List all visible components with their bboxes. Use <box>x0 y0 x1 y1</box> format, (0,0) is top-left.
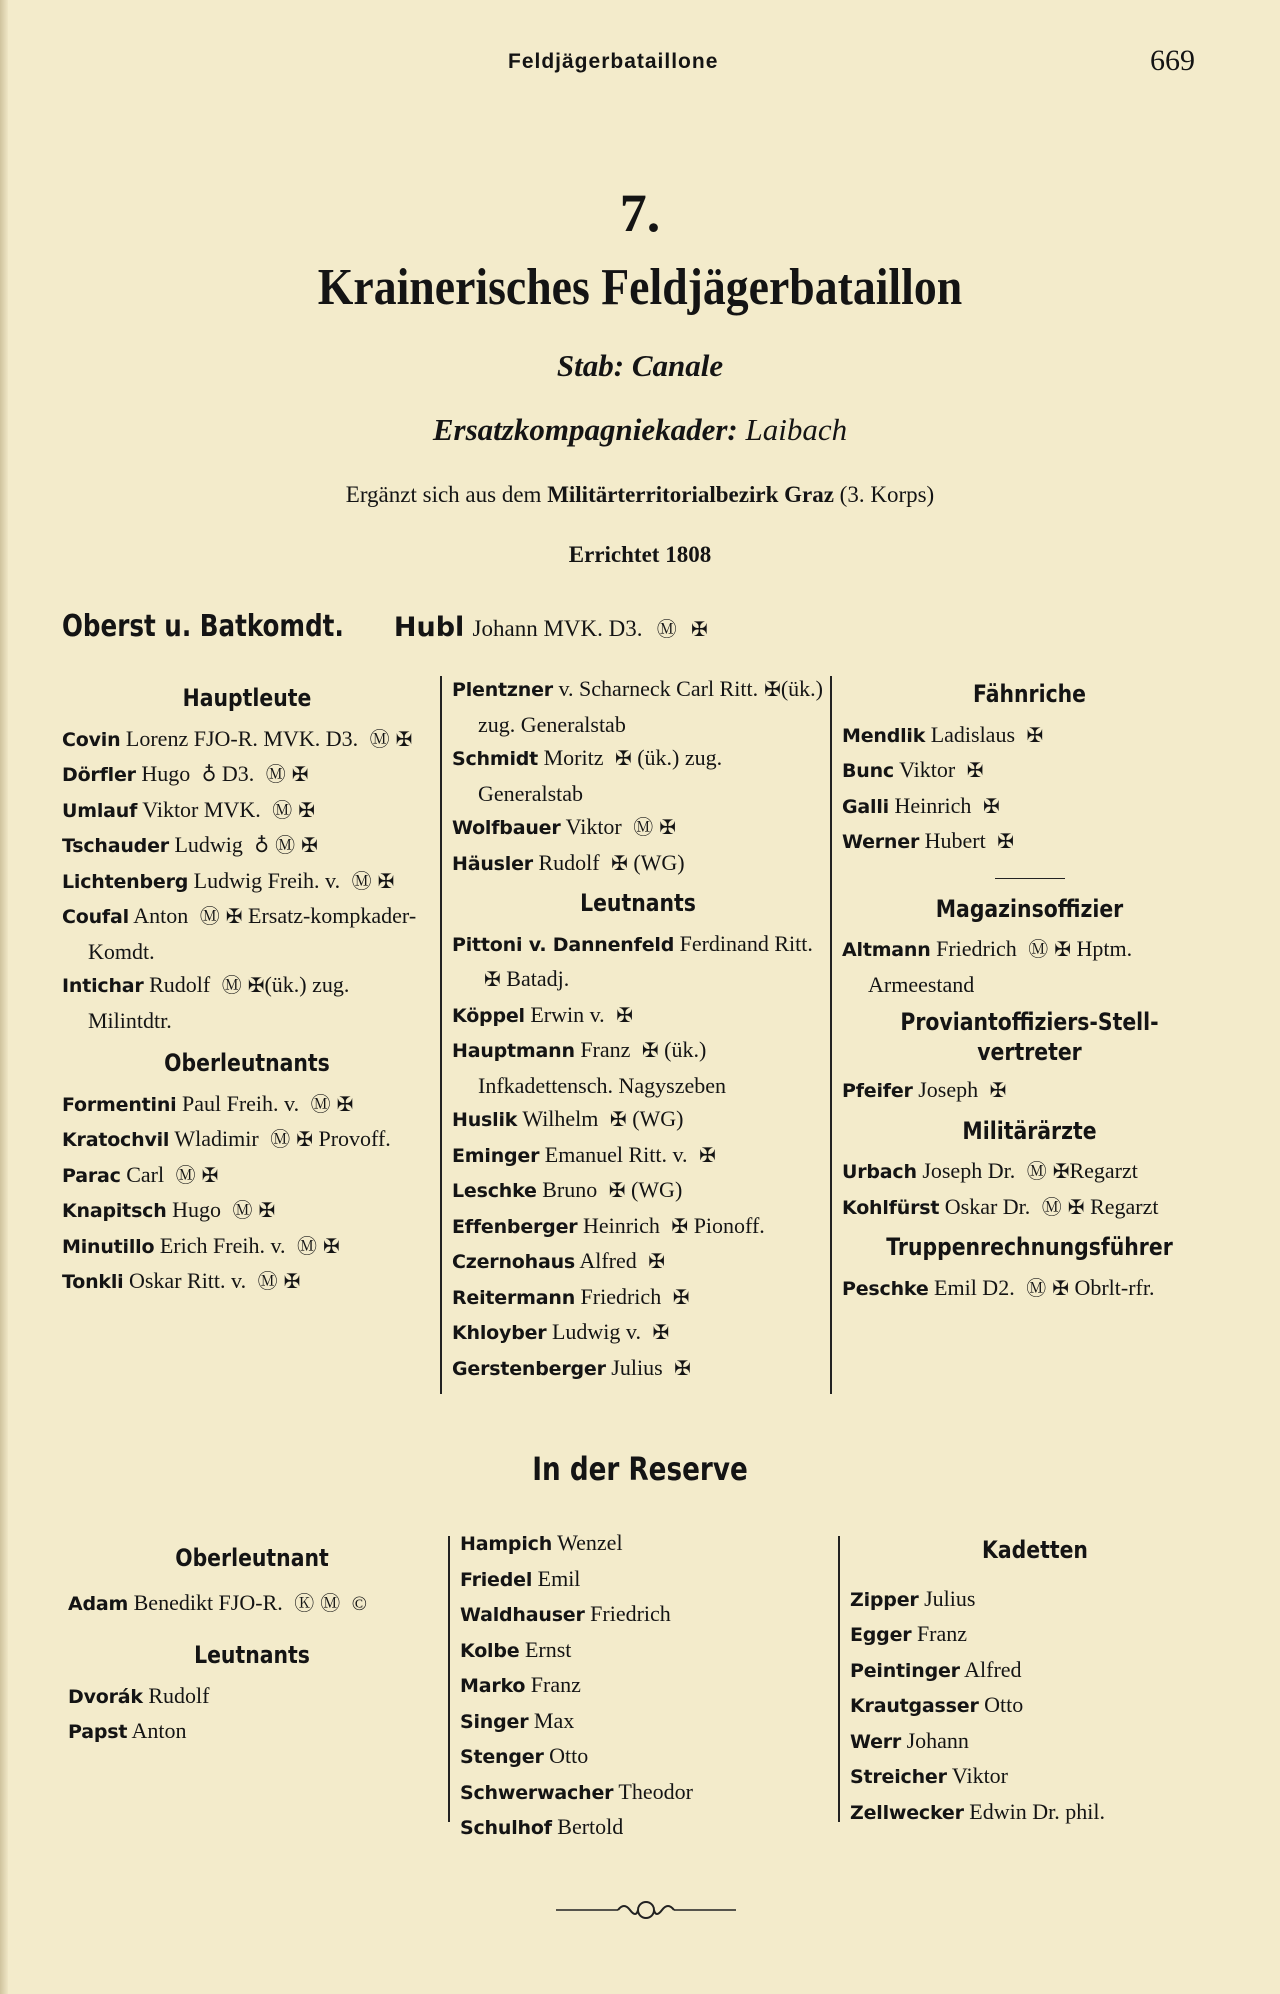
section-heading: Militärärzte <box>962 1116 1097 1145</box>
surname: Peschke <box>842 1277 929 1300</box>
details: Otto <box>549 1743 589 1768</box>
cross-icon: ✠ <box>247 975 265 997</box>
medal-m-icon: Ⓜ <box>175 1164 196 1187</box>
stab-label: Stab: <box>556 348 625 383</box>
reserve-column-3 <box>850 1526 1220 1830</box>
list-item <box>452 1351 824 1387</box>
details: Hptm. Armeestand <box>868 936 1133 997</box>
details: Anton <box>133 903 189 928</box>
details: (WG) <box>632 1106 684 1131</box>
column-2 <box>452 672 824 1386</box>
list-item <box>842 1073 1217 1109</box>
list-item <box>850 1617 1220 1653</box>
medal-m-icon: Ⓜ <box>221 975 242 997</box>
list-item <box>460 1775 830 1811</box>
details: Ludwig v. <box>551 1319 641 1344</box>
details: Wilhelm <box>522 1106 599 1131</box>
surname: Hauptmann <box>452 1040 575 1062</box>
surname: Hampich <box>460 1533 553 1555</box>
surname: Tschauder <box>62 835 169 857</box>
details: Heinrich <box>894 792 972 818</box>
details: Wenzel <box>557 1530 623 1555</box>
list-item <box>850 1582 1220 1618</box>
details: (ük.) Infkadettensch. Nagyszeben <box>478 1037 727 1098</box>
details: Friedrich <box>936 936 1017 961</box>
list-item <box>452 1102 824 1138</box>
details: (ük.) zug. Generalstab <box>478 745 723 806</box>
surname: Kratochvil <box>62 1129 170 1151</box>
commander-line <box>62 608 708 645</box>
surname: Dörfler <box>62 764 136 786</box>
list-item <box>452 1173 824 1209</box>
ergaenzt-pre: Ergänzt sich aus dem <box>345 482 542 507</box>
details: Lorenz FJO-R. MVK. D3. <box>125 725 359 751</box>
reserve-column-1 <box>68 1522 436 1750</box>
details: Ladislaus <box>930 721 1016 747</box>
section-heading: Leutnants <box>194 1641 310 1669</box>
medal-m-icon: Ⓜ <box>351 870 372 893</box>
reserve-column-2 <box>460 1526 830 1846</box>
list-item <box>460 1562 830 1598</box>
surname: Plentzner <box>452 679 553 701</box>
details: Anton <box>131 1718 187 1743</box>
list-item <box>452 846 824 882</box>
list-item <box>452 1280 824 1316</box>
page-number: 669 <box>1150 44 1195 77</box>
cross-icon: ✠ <box>648 1251 666 1273</box>
details: Max <box>533 1707 575 1733</box>
section-heading: Oberleutnants <box>164 1049 330 1077</box>
details: Bertold <box>557 1814 624 1839</box>
surname: Häusler <box>452 852 533 875</box>
details: Viktor MVK. <box>142 796 261 822</box>
surname: Reitermann <box>452 1286 576 1309</box>
medal-m-icon: Ⓜ <box>1026 1161 1047 1183</box>
cross-icon: ✠ <box>997 831 1014 853</box>
medal-m-icon: Ⓜ <box>310 1093 331 1116</box>
details: Regarzt <box>1090 1193 1159 1219</box>
surname: Marko <box>460 1675 526 1697</box>
details: Friedrich <box>590 1601 671 1626</box>
surname: Streicher <box>850 1766 947 1788</box>
surname: Intichar <box>62 975 144 997</box>
surname: Umlauf <box>62 799 138 822</box>
list-item <box>62 1122 432 1158</box>
list-item <box>62 757 432 793</box>
surname: Altmann <box>842 939 931 961</box>
surname: Tonkli <box>62 1271 124 1293</box>
medal-m-icon: Ⓜ <box>272 799 293 822</box>
medal-m-icon: Ⓜ <box>1026 1277 1047 1300</box>
cross-icon: ✠ <box>377 870 395 893</box>
medal-m-icon: Ⓜ <box>265 764 286 786</box>
ergaenzt-line <box>0 482 1280 508</box>
surname: Krautgasser <box>850 1695 979 1717</box>
list-item <box>452 998 824 1034</box>
unit-title: Krainerisches Feldjägerbataillon <box>317 259 963 316</box>
cross-icon: ✠ <box>641 1040 659 1062</box>
surname: Galli <box>842 795 889 818</box>
cross-icon: ✠ <box>699 1144 716 1167</box>
surname: Schwerwacher <box>460 1781 614 1804</box>
ersatz-value: Laibach <box>745 412 848 447</box>
details: Rudolf <box>149 972 211 997</box>
list-item <box>842 753 1217 789</box>
details: Pionoff. <box>693 1212 765 1238</box>
cross-icon: ✠ <box>608 1180 626 1202</box>
surname: Kohlfürst <box>842 1196 940 1219</box>
details: Joseph <box>918 1077 979 1102</box>
details: Obrlt-rfr. <box>1074 1274 1155 1300</box>
list-item <box>460 1704 830 1740</box>
details: Wladimir <box>174 1126 259 1151</box>
stab-line <box>0 348 1280 384</box>
details: Erich Freih. v. <box>159 1232 286 1258</box>
details: Batadj. <box>506 966 570 991</box>
list-item <box>452 1138 824 1174</box>
medal-m-icon: Ⓜ <box>320 1592 341 1615</box>
cross-icon: ✠ <box>609 1109 627 1131</box>
cross-icon: ✠ <box>258 1200 276 1222</box>
ersatz-line <box>0 412 1280 448</box>
surname: Knapitsch <box>62 1200 167 1222</box>
cross-icon: ✠ <box>1026 724 1044 747</box>
column-3 <box>842 672 1217 1306</box>
medal-m-icon: Ⓜ <box>633 817 654 839</box>
details: D3. <box>221 761 255 786</box>
section-heading: Truppenrechnungsführer <box>886 1233 1173 1261</box>
list-item <box>62 1087 432 1123</box>
details: Edwin Dr. phil. <box>969 1798 1105 1824</box>
details: Oskar Ritt. v. <box>128 1268 247 1293</box>
surname: Stenger <box>460 1746 544 1768</box>
column-divider <box>448 1536 450 1822</box>
details: Franz <box>580 1037 631 1062</box>
list-item <box>460 1633 830 1669</box>
commander-details: Johann MVK. D3. <box>472 616 643 641</box>
errichtet-line: Errichtet 1808 <box>568 542 712 567</box>
details: Rudolf <box>538 849 600 875</box>
section-heading: Hauptleute <box>182 684 312 712</box>
list-item <box>842 1271 1217 1307</box>
details: v. Scharneck Carl Ritt. <box>558 676 759 701</box>
details: (ük.) zug. Generalstab <box>478 676 823 737</box>
surname: Eminger <box>452 1144 540 1167</box>
surname: Dvorák <box>68 1685 143 1708</box>
surname: Leschke <box>452 1180 537 1202</box>
commander-surname: Hubl <box>393 612 465 643</box>
medal-m-icon: Ⓜ <box>656 619 677 641</box>
cross-icon: ✠ <box>1052 1161 1070 1183</box>
column-divider <box>440 676 442 1394</box>
details: Alfred <box>579 1248 637 1273</box>
cross-icon: ✠ <box>652 1322 670 1344</box>
surname: Schulhof <box>460 1817 552 1839</box>
list-item <box>850 1724 1220 1760</box>
details: Johann <box>906 1727 969 1753</box>
cross-icon: ✠ <box>201 1164 219 1187</box>
details: Oskar Dr. <box>944 1193 1031 1219</box>
medal-k-icon: Ⓚ <box>294 1592 315 1615</box>
list-item <box>62 722 432 758</box>
list-item <box>850 1653 1220 1689</box>
list-item <box>62 968 432 1037</box>
details: Provoff. <box>318 1126 391 1151</box>
details: Hubert <box>924 828 986 853</box>
surname: Formentini <box>62 1093 177 1116</box>
cross-icon: ✠ <box>323 1235 340 1258</box>
column-divider <box>830 676 832 1394</box>
list-item <box>68 1679 436 1715</box>
surname: Pfeifer <box>842 1080 913 1102</box>
surname: Peintinger <box>850 1659 960 1682</box>
list-item <box>62 1193 432 1229</box>
list-item <box>460 1810 830 1846</box>
cross-icon: ✠ <box>1054 939 1071 961</box>
ersatz-label: Ersatzkompagniekader: <box>432 412 738 447</box>
medal-m-icon: Ⓜ <box>275 835 296 857</box>
details: Joseph Dr. <box>922 1158 1016 1183</box>
cross-icon: ✠ <box>614 748 632 770</box>
list-item <box>62 793 432 829</box>
list-item <box>68 1586 436 1622</box>
cross-icon: ✠ <box>484 969 501 991</box>
list-item <box>460 1739 830 1775</box>
details: Ersatz-kompkader-Komdt. <box>88 903 417 964</box>
cross-icon: ✠ <box>989 1080 1007 1102</box>
surname: Lichtenberg <box>62 870 189 893</box>
medal-m-icon: Ⓜ <box>257 1271 278 1293</box>
details: Julius <box>611 1354 663 1380</box>
running-title: Feldjägerbataillone <box>508 50 719 73</box>
details: Paul Freih. v. <box>181 1090 300 1116</box>
details: Rudolf <box>148 1682 210 1708</box>
section-heading: Fähnriche <box>972 680 1087 708</box>
details: Julius <box>924 1585 976 1611</box>
details: (WG) <box>630 1177 683 1202</box>
surname: Mendlik <box>842 724 926 747</box>
cross-icon: ✠ <box>616 1004 633 1027</box>
list-item <box>850 1795 1220 1831</box>
details: Franz <box>530 1672 581 1697</box>
cross-icon: ✠ <box>1052 1277 1069 1300</box>
surname: Wolfbauer <box>452 817 561 839</box>
details: (ük.) zug. Milintdtr. <box>88 972 350 1033</box>
surname: Pittoni v. Dannenfeld <box>452 933 675 956</box>
surname: Friedel <box>460 1568 533 1591</box>
surname: Werner <box>842 831 920 853</box>
copyright-icon: © <box>351 1592 367 1615</box>
surname: Werr <box>850 1730 902 1753</box>
surname: Egger <box>850 1624 912 1646</box>
ergaenzt-post: (3. Korps) <box>839 482 935 507</box>
list-item <box>452 741 824 810</box>
unit-number: 7. <box>619 183 661 243</box>
list-item <box>842 1190 1217 1226</box>
details: Erwin v. <box>530 1001 605 1027</box>
details: Viktor <box>899 757 956 782</box>
details: Emanuel Ritt. v. <box>544 1141 688 1167</box>
cross-icon: ✠ <box>671 1215 689 1238</box>
list-item <box>452 927 824 998</box>
cross-icon: ✠ <box>283 1271 301 1293</box>
surname: Effenberger <box>452 1215 578 1238</box>
details: Friedrich <box>580 1283 662 1309</box>
cross-icon: ✠ <box>611 852 628 875</box>
list-item <box>452 1209 824 1245</box>
cross-icon: ✠ <box>674 1357 691 1380</box>
list-item <box>842 932 1217 1001</box>
details: Bruno <box>542 1177 598 1202</box>
list-item <box>62 1264 432 1300</box>
list-item <box>850 1759 1220 1795</box>
surname: Gerstenberger <box>452 1357 606 1380</box>
section-heading: Magazinsoffizier <box>935 894 1124 923</box>
ergaenzt-district: Militärterritorialbezirk Graz <box>547 482 834 507</box>
details: Viktor <box>951 1763 1009 1788</box>
cross-icon: ✠ <box>291 764 309 786</box>
surname: Zellwecker <box>850 1801 964 1824</box>
details: Theodor <box>618 1778 693 1804</box>
details: Otto <box>984 1692 1024 1717</box>
details: (WG) <box>633 849 685 875</box>
details: Heinrich <box>582 1212 660 1238</box>
medal-m-icon: Ⓜ <box>1028 939 1049 961</box>
cross-icon: ✠ <box>301 835 318 857</box>
surname: Papst <box>68 1721 128 1743</box>
bell-icon: ♁ <box>201 764 217 786</box>
surname: Coufal <box>62 906 129 928</box>
surname: Waldhauser <box>460 1604 585 1626</box>
details: Ernst <box>524 1636 572 1662</box>
surname: Singer <box>460 1710 529 1733</box>
details: Alfred <box>964 1656 1022 1682</box>
surname: Khloyber <box>452 1322 547 1344</box>
details: Carl <box>126 1161 165 1187</box>
list-item <box>452 672 824 741</box>
medal-m-icon: Ⓜ <box>270 1129 291 1151</box>
cross-icon: ✠ <box>298 799 315 822</box>
surname: Köppel <box>452 1004 525 1027</box>
list-item <box>452 810 824 846</box>
details: Regarzt <box>1069 1158 1138 1183</box>
medal-m-icon: Ⓜ <box>369 728 390 751</box>
list-item <box>842 718 1217 754</box>
list-item <box>62 864 432 900</box>
commander-rank: Oberst u. Batkomdt. <box>62 609 344 644</box>
section-heading: Leutnants <box>580 889 696 917</box>
list-item <box>452 1244 824 1280</box>
list-item <box>62 1229 432 1265</box>
surname: Zipper <box>850 1588 919 1611</box>
details: Hugo <box>172 1197 221 1222</box>
surname: Minutillo <box>62 1235 155 1258</box>
details: Emil <box>537 1565 581 1591</box>
cross-icon: ✠ <box>336 1093 354 1116</box>
list-item <box>62 899 432 968</box>
list-item <box>62 1158 432 1194</box>
surname: Covin <box>62 728 121 751</box>
surname: Czernohaus <box>452 1251 576 1273</box>
reserve-heading: In der Reserve <box>532 1450 748 1488</box>
surname: Parac <box>62 1164 121 1187</box>
details: Ferdinand Ritt. <box>679 930 813 956</box>
medal-m-icon: Ⓜ <box>199 906 220 928</box>
page-header <box>0 44 1280 84</box>
list-item <box>460 1597 830 1633</box>
surname: Urbach <box>842 1161 917 1183</box>
cross-icon: ✠ <box>296 1129 313 1151</box>
cross-icon: ✠ <box>672 1286 690 1309</box>
cross-icon: ✠ <box>659 817 677 839</box>
section-heading: Oberleutnant <box>175 1544 329 1572</box>
section-heading: Proviantoffiziers-Stell-vertreter <box>900 1008 1159 1066</box>
details: Emil D2. <box>934 1274 1015 1300</box>
cross-icon: ✠ <box>1067 1196 1085 1219</box>
cross-icon: ✠ <box>691 619 708 641</box>
ornament-icon <box>556 1898 736 1922</box>
list-item <box>62 828 432 864</box>
section-heading: Kadetten <box>982 1536 1088 1564</box>
cross-icon: ✠ <box>395 728 413 751</box>
list-item <box>68 1714 436 1750</box>
medal-m-icon: Ⓜ <box>232 1200 253 1222</box>
surname: Bunc <box>842 760 894 782</box>
divider <box>995 878 1065 879</box>
surname: Huslik <box>452 1109 518 1131</box>
column-1 <box>62 676 432 1300</box>
list-item <box>842 789 1217 825</box>
column-divider <box>838 1536 840 1822</box>
details: Ludwig Freih. v. <box>193 867 341 893</box>
list-item <box>842 824 1217 860</box>
list-item <box>460 1526 830 1562</box>
cross-icon: ✠ <box>764 679 781 701</box>
surname: Adam <box>68 1592 129 1615</box>
stab-value: Canale <box>631 348 724 383</box>
bell-icon: ♁ <box>254 835 270 857</box>
list-item <box>452 1315 824 1351</box>
details: Viktor <box>565 814 622 839</box>
medal-m-icon: Ⓜ <box>297 1235 318 1258</box>
cross-icon: ✠ <box>225 906 243 928</box>
details: Hugo <box>141 761 191 786</box>
list-item <box>842 1154 1217 1190</box>
details: Benedikt FJO-R. <box>133 1589 283 1615</box>
page-edge-shadow <box>0 0 8 1994</box>
list-item <box>850 1688 1220 1724</box>
surname: Kolbe <box>460 1639 520 1662</box>
details: Moritz <box>543 745 604 770</box>
list-item <box>452 1033 824 1102</box>
cross-icon: ✠ <box>966 760 984 782</box>
details: Ludwig <box>174 832 243 857</box>
list-item <box>460 1668 830 1704</box>
surname: Schmidt <box>452 748 539 770</box>
cross-icon: ✠ <box>982 795 1000 818</box>
details: Franz <box>916 1621 968 1646</box>
medal-m-icon: Ⓜ <box>1041 1196 1062 1219</box>
